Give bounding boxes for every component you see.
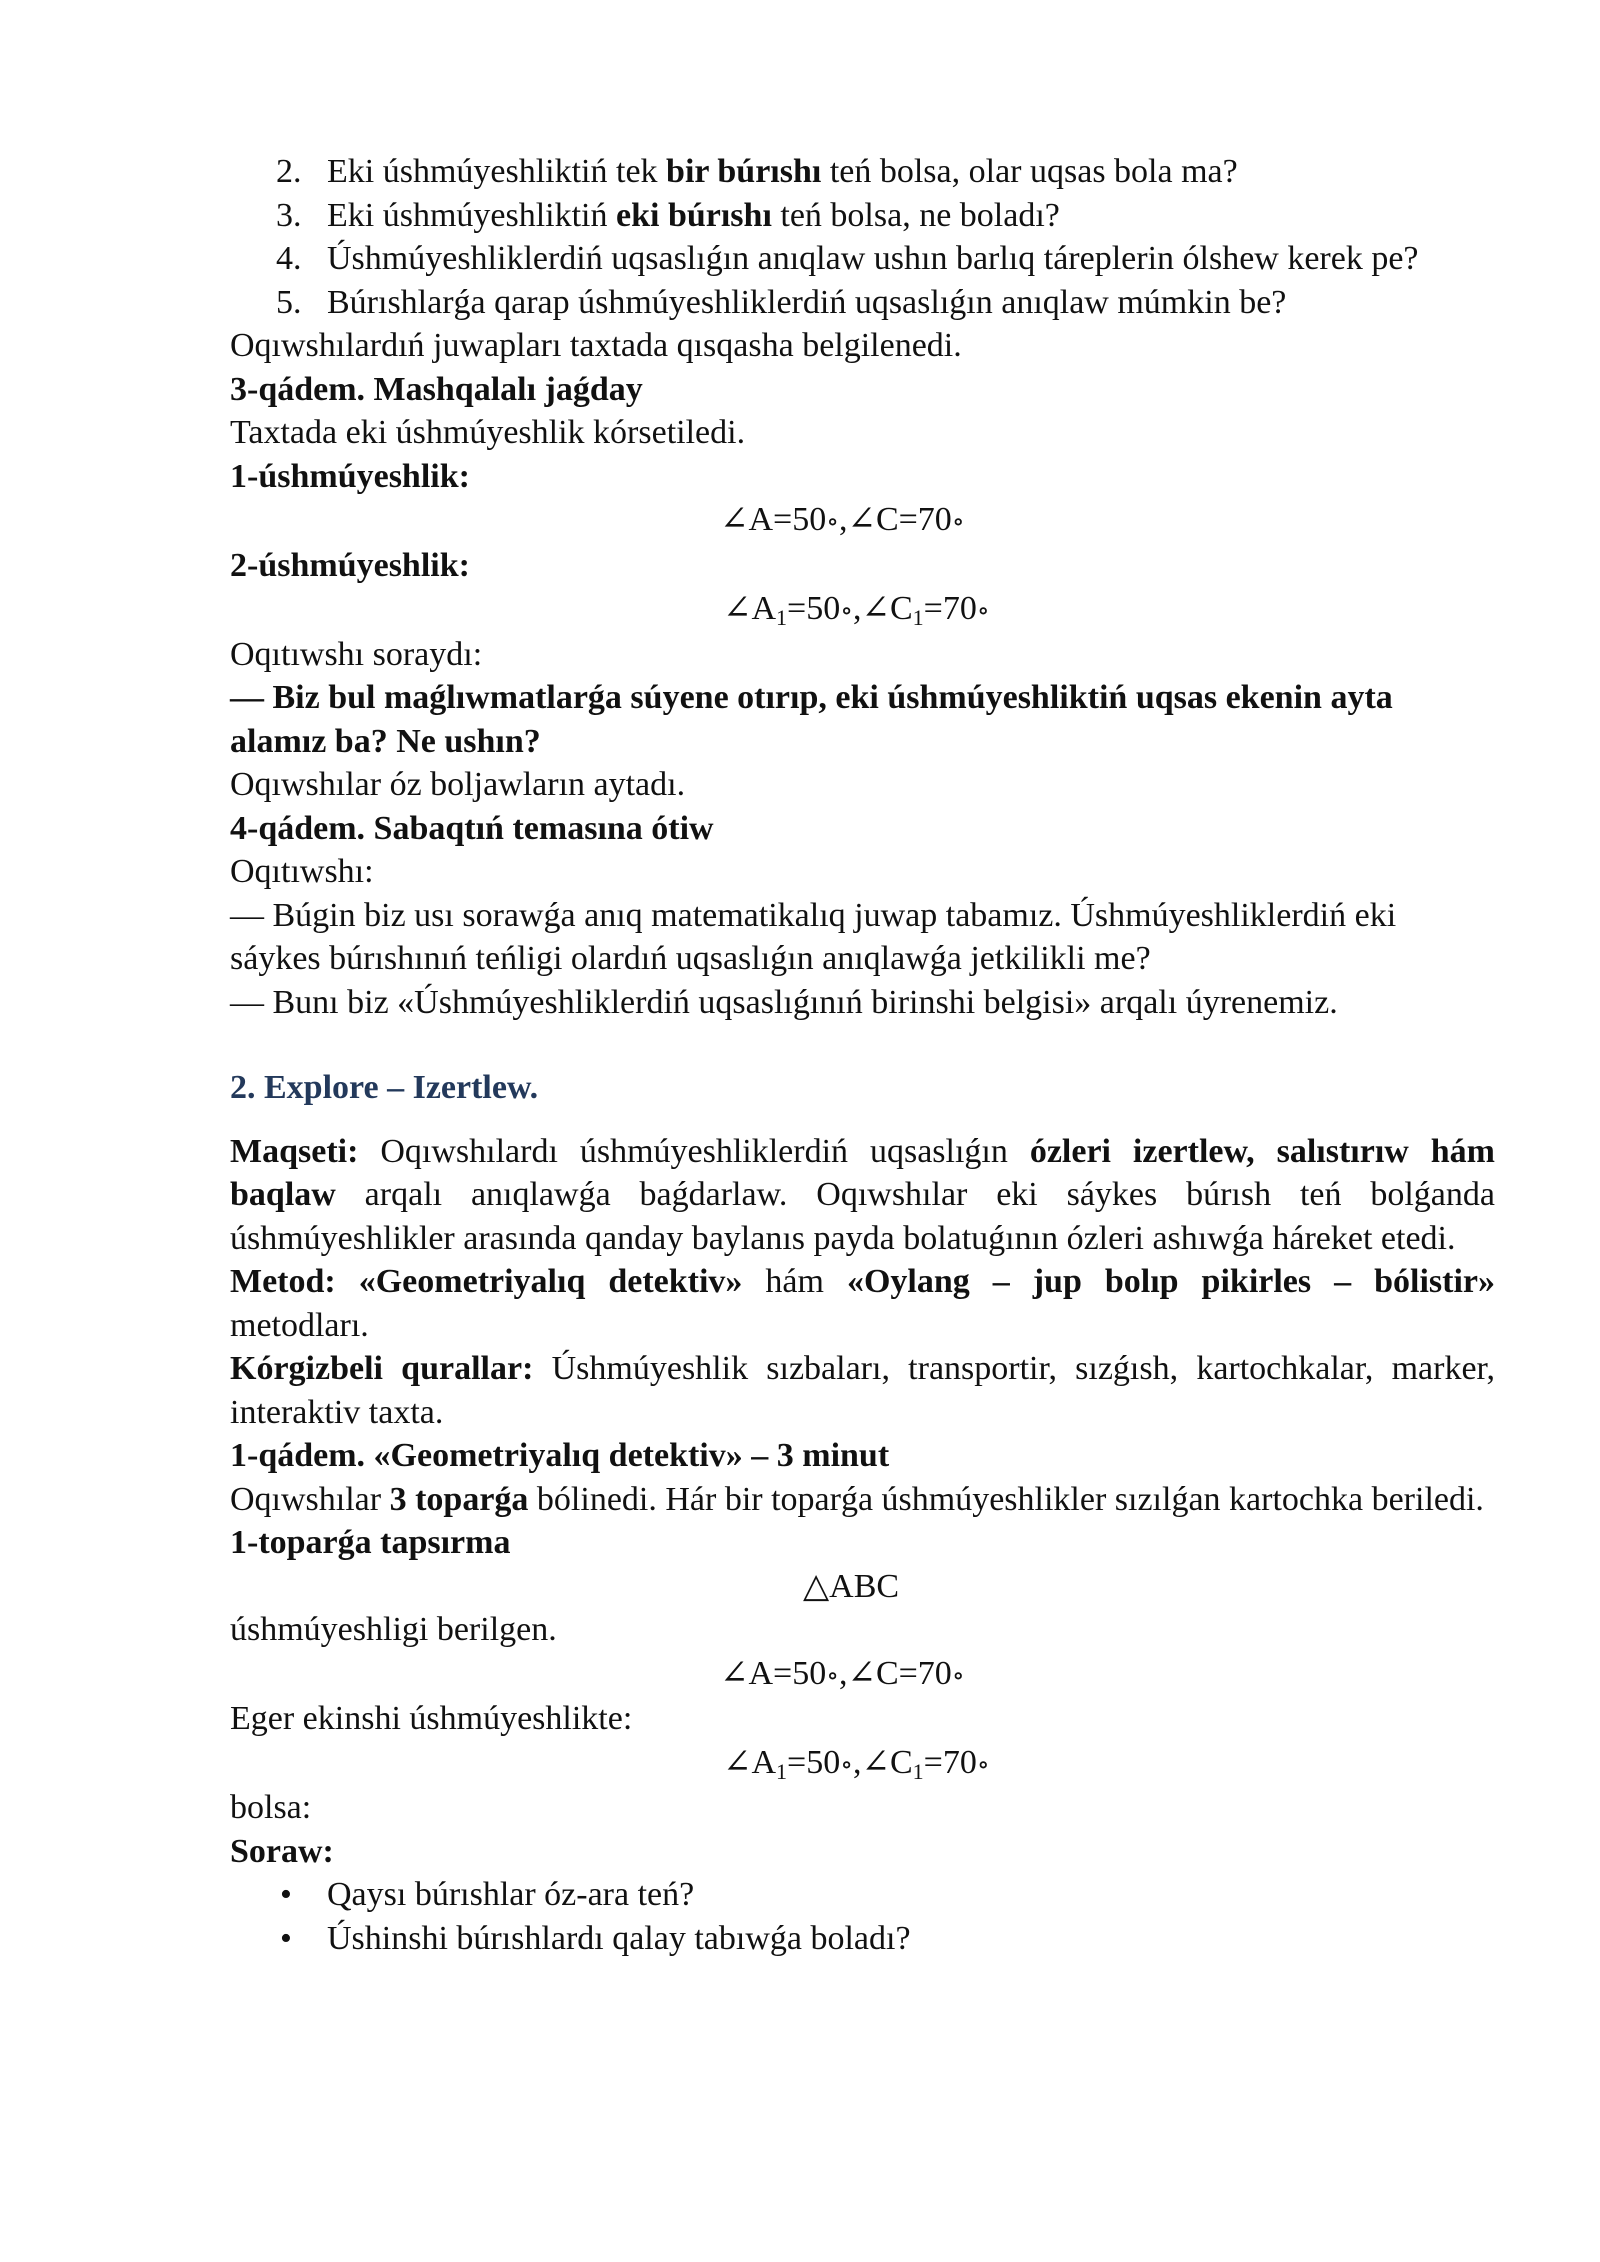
method-text: hám	[742, 1263, 847, 1300]
bullet-dot: •	[280, 1919, 292, 1957]
degree-sign: ∘	[976, 1749, 990, 1779]
formula-part: ∠A	[723, 590, 777, 627]
goal-text: Oqıwshılardı úshmúyeshliklerdiń uqsaslıǵın	[358, 1132, 1030, 1170]
formula-part: ,∠C	[852, 1743, 913, 1781]
goal-label: Maqseti:	[230, 1132, 359, 1170]
teacher-question: — Biz bul maǵlıwmatlarǵa súyene otırıp, eki úshmúyeshliktiń uqsas ekenin ayta alamız ba? Ne ushın?	[230, 679, 1393, 760]
formula-part: ,∠C	[852, 590, 913, 627]
subscript: 1	[912, 1758, 924, 1784]
degree-sign: ∘	[951, 507, 965, 536]
bullet-item	[230, 1873, 1500, 1917]
triangle2-formula	[230, 587, 1500, 633]
list-text-bold: bir búrıshı	[666, 153, 822, 190]
list-text-bold: eki búrıshı	[616, 196, 772, 234]
step3-intro: Taxtada eki úshmúyeshlik kórsetiledi.	[230, 414, 746, 451]
teacher-line-2: — Bunı biz «Úshmúyeshliklerdiń uqsaslıǵınıń birinshi belgisi» arqalı úyrenemiz.	[230, 983, 1338, 1021]
degree-sign: ∘	[840, 596, 853, 625]
given-text: úshmúyeshligi berilgen.	[230, 1611, 557, 1648]
answers-note: Oqıwshılardıń juwapları taxtada qısqasha belgilenedi.	[230, 327, 962, 364]
formula-part: =70	[923, 590, 977, 627]
formula-part: ∠A	[723, 1743, 777, 1781]
formula-part: =50	[787, 1743, 841, 1781]
formula-part: =50	[787, 590, 841, 627]
groups-text: bólinedi. Hár bir toparǵa úshmúyeshlikler sızılǵan kartochka beriledi.	[528, 1480, 1484, 1518]
section-heading-explore: 2. Explore – Izertlew.	[230, 1069, 539, 1106]
degree-sign: ∘	[976, 596, 990, 625]
soraw-label: Soraw:	[230, 1832, 334, 1870]
tools-paragraph	[230, 1347, 1495, 1434]
list-text: teń bolsa, olar uqsas bola ma?	[821, 153, 1238, 190]
groups-text-bold: 3 toparǵa	[389, 1480, 529, 1518]
bullet-dot: •	[280, 1876, 292, 1913]
list-item	[230, 281, 1500, 325]
subscript: 1	[776, 1758, 788, 1784]
task1-heading: 1-toparǵa tapsırma	[230, 1524, 511, 1561]
triangle1-formula	[230, 498, 1500, 544]
triangle1-label: 1-úshmúyeshlik:	[230, 457, 470, 495]
bolsa-text: bolsa:	[230, 1789, 312, 1826]
step4-heading: 4-qádem. Sabaqtıń temasına ótiw	[230, 809, 714, 847]
formula-part: ,∠C=70	[838, 501, 952, 538]
formula-part: ∠A=50	[720, 1654, 827, 1692]
goal-text-bold: ózleri izertlew, salıstırıw hám baqlaw	[230, 1132, 1495, 1213]
list-number: 2.	[276, 153, 302, 190]
degree-sign: ∘	[826, 1660, 839, 1690]
method-label: Metod:	[230, 1263, 336, 1300]
teacher-line-1: — Búgin biz usı sorawǵa anıq matematikalıq juwap tabamız. Úshmúyeshliklerdiń eki sáykes búrıshınıń teńligi olardıń uqsaslıǵın anıqlawǵa jetkilikli me?	[230, 896, 1397, 977]
formula-part: ∠A=50	[720, 501, 827, 538]
method-text: metodları.	[230, 1306, 369, 1344]
goal-paragraph	[230, 1130, 1495, 1261]
tools-text: Úshmúyeshlik sızbaları, transportir, sızǵısh, kartochkalar, marker, interaktiv taxta.	[230, 1350, 1495, 1431]
triangle2-label: 2-úshmúyeshlik:	[230, 546, 470, 584]
formula-part: =70	[923, 1743, 977, 1781]
degree-sign: ∘	[826, 507, 839, 536]
list-item	[230, 237, 1500, 281]
if-second-text: Eger ekinshi úshmúyeshlikte:	[230, 1700, 633, 1737]
list-text: Eki úshmúyeshliktiń tek	[327, 153, 667, 190]
groups-paragraph	[230, 1478, 1495, 1522]
degree-sign: ∘	[840, 1749, 853, 1779]
formula-second	[230, 1741, 1500, 1787]
triangle-abc: △ABC	[803, 1567, 900, 1605]
list-item	[230, 194, 1500, 238]
method-paragraph	[230, 1260, 1495, 1347]
formula-part: ,∠C=70	[838, 1654, 952, 1692]
tools-label: Kórgizbeli qurallar:	[230, 1350, 534, 1387]
degree-sign: ∘	[951, 1660, 965, 1690]
list-number: 4.	[276, 240, 302, 277]
list-number: 3.	[276, 196, 302, 234]
list-text: teń bolsa, ne boladı?	[771, 196, 1060, 234]
method-text-bold: «Geometriyalıq detektiv»	[335, 1263, 743, 1300]
teacher-asks: Oqıtıwshı soraydı:	[230, 635, 483, 673]
document-page	[230, 150, 1500, 1960]
bullet-item	[230, 1917, 1500, 1961]
subscript: 1	[776, 605, 788, 630]
formula-given	[230, 1652, 1500, 1698]
list-text: Búrıshlarǵa qarap úshmúyeshliklerdiń uqsaslıǵın anıqlaw múmkin be?	[327, 283, 1287, 321]
goal-text: arqalı anıqlawǵa baǵdarlaw. Oqıwshılar eki sáykes búrısh teń bolǵanda úshmúyeshlikler arasında qanday baylanıs payda bolatuǵının ózleri ashıwǵa háreket etedi.	[230, 1176, 1495, 1257]
step1-heading: 1-qádem. «Geometriyalıq detektiv» – 3 minut	[230, 1437, 890, 1474]
list-number: 5.	[276, 283, 302, 321]
bullet-text: Qaysı búrıshlar óz-ara teń?	[327, 1876, 695, 1913]
students-say: Oqıwshılar óz boljawların aytadı.	[230, 766, 686, 803]
method-text-bold: «Oylang – jup bolıp pikirles – bólistir»	[846, 1263, 1495, 1300]
list-text: Eki úshmúyeshliktiń	[327, 196, 616, 234]
teacher-label: Oqıtıwshı:	[230, 853, 374, 890]
bullet-text: Úshinshi búrıshlardı qalay tabıwǵa boladı?	[327, 1919, 911, 1957]
step3-heading: 3-qádem. Mashqalalı jaǵday	[230, 370, 643, 408]
subscript: 1	[912, 605, 924, 630]
list-item	[230, 150, 1500, 194]
groups-text: Oqıwshılar	[230, 1480, 390, 1518]
list-text: Úshmúyeshliklerdiń uqsaslıǵın anıqlaw ushın barlıq táreplerin ólshew kerek pe?	[327, 240, 1419, 277]
